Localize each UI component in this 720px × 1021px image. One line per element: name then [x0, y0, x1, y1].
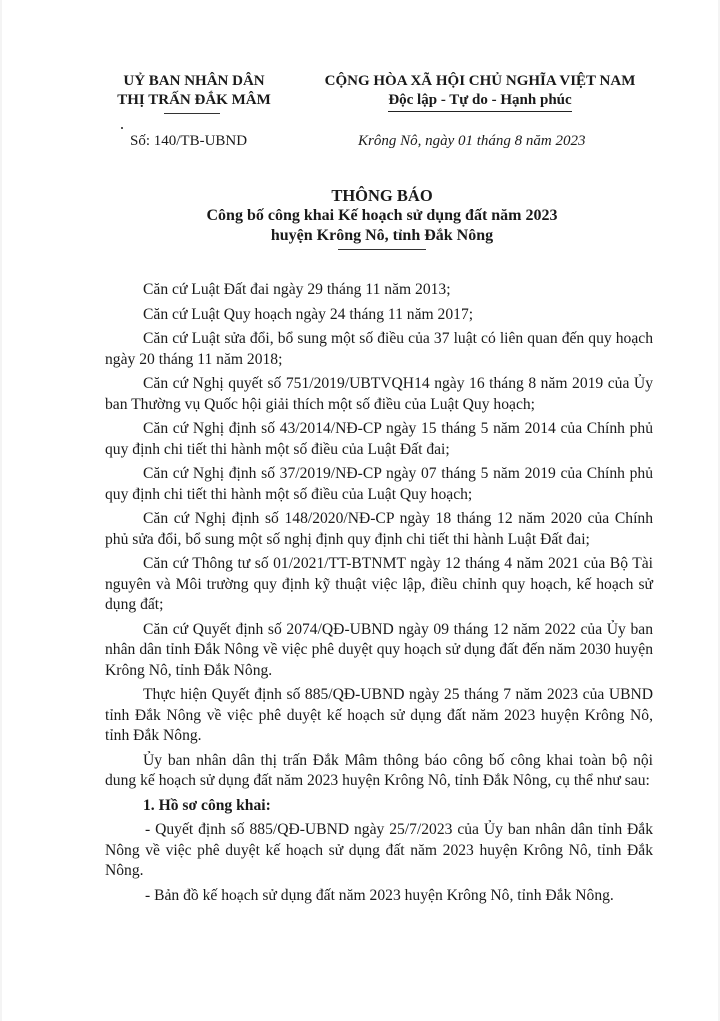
paragraph: Căn cứ Luật sửa đổi, bổ sung một số điều của 37 luật có liên quan đến quy hoạch ngày 20 tháng 11 năm 2018; — [105, 330, 653, 368]
title-underline — [338, 249, 426, 250]
national-motto: Độc lập - Tự do - Hạnh phúc — [388, 91, 571, 112]
authority-line-1: UỶ BAN NHÂN DÂN — [123, 73, 265, 89]
paragraph: Căn cứ Nghị định số 37/2019/NĐ-CP ngày 07 tháng 5 năm 2019 của Chính phủ quy định chi tiết thi hành một số điều của Luật Quy hoạch; — [105, 465, 653, 503]
list-item: - Bản đồ kế hoạch sử dụng đất năm 2023 huyện Krông Nô, tỉnh Đắk Nông. — [145, 886, 614, 904]
title-subject-line-2: huyện Krông Nô, tỉnh Đắk Nông — [270, 227, 494, 244]
paragraph: Căn cứ Thông tư số 01/2021/TT-BTNMT ngày 12 tháng 4 năm 2021 của Bộ Tài nguyên và Môi trường quy định kỹ thuật việc lập, điều chỉnh quy hoạch, kế hoạch sử dụng đất; — [105, 555, 653, 613]
document-number: Số: 140/TB-UBND — [130, 133, 248, 149]
paragraph: Căn cứ Luật Đất đai ngày 29 tháng 11 năm 2013; — [143, 281, 451, 298]
national-header — [302, 72, 658, 112]
place-and-date: Krông Nô, ngày 01 tháng 8 năm 2023 — [358, 133, 586, 149]
nation-name: CỘNG HÒA XÃ HỘI CHỦ NGHĨA VIỆT NAM — [324, 73, 636, 89]
paragraph: Căn cứ Quyết định số 2074/QĐ-UBND ngày 09 tháng 12 năm 2022 của Ủy ban nhân dân tỉnh Đắk Nông về việc phê duyệt quy hoạch sử dụng đất đến năm 2030 huyện Krông Nô, tỉnh Đắk Nông. — [105, 620, 653, 679]
paragraph: Thực hiện Quyết định số 885/QĐ-UBND ngày 25 tháng 7 năm 2023 của UBND tỉnh Đắk Nông về việc phê duyệt kế hoạch sử dụng đất năm 2023 huyện Krông Nô, tỉnh Đắk Nông. — [105, 686, 653, 744]
paragraph: Căn cứ Nghị quyết số 751/2019/UBTVQH14 ngày 16 tháng 8 năm 2019 của Ủy ban Thường vụ Quốc hội giải thích một số điều của Luật Quy hoạch; — [105, 375, 653, 413]
title-type: THÔNG BÁO — [331, 186, 433, 205]
paragraph: Căn cứ Nghị định số 43/2014/NĐ-CP ngày 15 tháng 5 năm 2014 của Chính phủ quy định chi tiết thi hành một số điều của Luật Đất đai; — [105, 420, 653, 458]
paragraph: Căn cứ Luật Quy hoạch ngày 24 tháng 11 năm 2017; — [143, 305, 474, 323]
scan-speck — [121, 127, 123, 129]
document-body — [105, 280, 653, 910]
document-title — [102, 186, 662, 246]
authority-line-2: THỊ TRẤN ĐẮK MÂM — [117, 92, 271, 108]
title-subject-line-1: Công bố công khai Kế hoạch sử dụng đất năm 2023 — [206, 207, 558, 224]
issuing-authority — [94, 72, 294, 110]
authority-underline — [164, 113, 220, 114]
paragraph: Căn cứ Nghị định số 148/2020/NĐ-CP ngày 18 tháng 12 năm 2020 của Chính phủ sửa đổi, bổ sung một số nghị định quy định chi tiết thi hành Luật Đất đai; — [105, 510, 653, 548]
list-item: - Quyết định số 885/QĐ-UBND ngày 25/7/2023 của Ủy ban nhân dân tỉnh Đắk Nông về việc phê duyệt kế hoạch sử dụng đất năm 2023 huyện Krông Nô, tỉnh Đắk Nông. — [105, 821, 653, 879]
paragraph: Ủy ban nhân dân thị trấn Đắk Mâm thông báo công bố công khai toàn bộ nội dung kế hoạch sử dụng đất năm 2023 huyện Krông Nô, tỉnh Đắk Nông, cụ thể như sau: — [105, 751, 653, 789]
document-page — [2, 0, 718, 1021]
section-heading: 1. Hồ sơ công khai: — [143, 796, 271, 814]
